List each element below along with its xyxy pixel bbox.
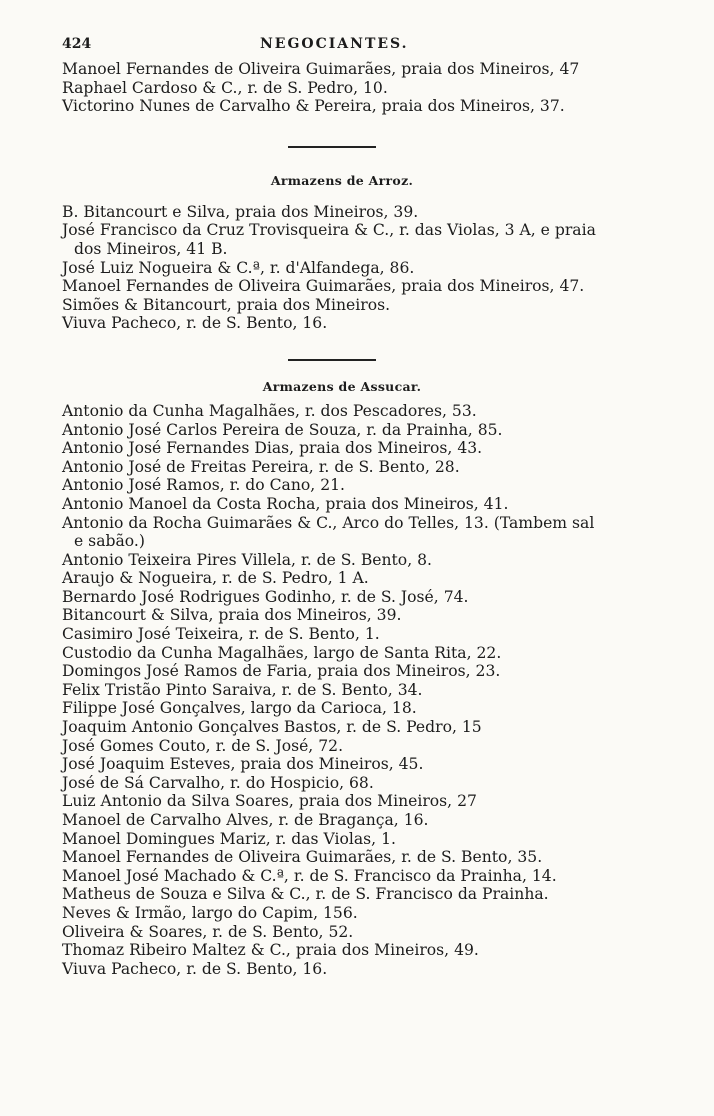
list-item: Manoel Fernandes de Oliveira Guimarães, praia dos Mineiros, 47 (62, 60, 580, 78)
list-item: Bitancourt & Silva, praia dos Mineiros, 39. (62, 606, 402, 625)
list-item: Joaquim Antonio Gonçalves Bastos, r. de S. Pedro, 15 (62, 718, 482, 737)
list-item: Antonio José Ramos, r. do Cano, 21. (62, 476, 346, 495)
list-item: Casimiro José Teixeira, r. de S. Bento, 1. (62, 625, 380, 644)
section-heading-arroz: Armazens de Arroz. (270, 172, 414, 188)
list-item: Antonio da Rocha Guimarães & C., Arco do Telles, 13. (Tambem sal (62, 513, 595, 532)
list-item: Filippe José Gonçalves, largo da Carioca, 18. (62, 699, 417, 718)
list-item: Thomaz Ribeiro Maltez & C., praia dos Mineiros, 49. (62, 941, 479, 960)
list-item: Simões & Bitancourt, praia dos Mineiros. (62, 295, 391, 314)
page (62, 36, 662, 978)
list-item: Antonio da Cunha Magalhães, r. dos Pescadores, 53. (62, 401, 477, 420)
page-number: 424 (62, 36, 92, 52)
list-item: Araujo & Nogueira, r. de S. Pedro, 1 A. (62, 569, 369, 588)
section-divider (288, 359, 376, 361)
list-item: Manoel Fernandes de Oliveira Guimarães, praia dos Mineiros, 47. (62, 277, 585, 296)
list-item: José de Sá Carvalho, r. do Hospicio, 68. (62, 773, 374, 792)
list-item: Domingos José Ramos de Faria, praia dos Mineiros, 23. (62, 662, 501, 681)
list-item: José Francisco da Cruz Trovisqueira & C., r. das Violas, 3 A, e praia (62, 221, 596, 240)
list-item: Oliveira & Soares, r. de S. Bento, 52. (62, 922, 354, 941)
list-item: Manoel José Machado & C.ª, r. de S. Francisco da Prainha, 14. (62, 866, 557, 885)
list-item: Antonio Manoel da Costa Rocha, praia dos Mineiros, 41. (62, 494, 509, 513)
list-item: Antonio José Carlos Pereira de Souza, r. da Prainha, 85. (62, 420, 503, 439)
section-heading-assucar: Armazens de Assucar. (262, 378, 422, 394)
list-item: Manoel Domingues Mariz, r. das Violas, 1. (62, 829, 396, 848)
page-header (62, 36, 662, 60)
list-item: Antonio Teixeira Pires Villela, r. de S. Bento, 8. (62, 550, 432, 569)
list-item: Viuva Pacheco, r. de S. Bento, 16. (62, 314, 328, 333)
list-item: José Luiz Nogueira & C.ª, r. d'Alfandega, 86. (62, 258, 415, 277)
list-item-continuation: dos Mineiros, 41 B. (74, 239, 228, 258)
list-item: José Joaquim Esteves, praia dos Mineiros, 45. (62, 755, 424, 774)
list-item: Antonio José Fernandes Dias, praia dos Mineiros, 43. (62, 439, 483, 458)
list-item: Custodio da Cunha Magalhães, largo de Santa Rita, 22. (62, 643, 502, 662)
list-item: Felix Tristão Pinto Saraiva, r. de S. Bento, 34. (62, 680, 423, 699)
list-item: Bernardo José Rodrigues Godinho, r. de S. José, 74. (62, 587, 469, 606)
running-title: NEGOCIANTES. (260, 36, 409, 52)
assucar-entry-list (62, 402, 662, 978)
list-item-continuation: e sabão.) (74, 532, 145, 551)
list-item: Manoel Fernandes de Oliveira Guimarães, r. de S. Bento, 35. (62, 848, 543, 867)
list-item: Antonio José de Freitas Pereira, r. de S. Bento, 28. (62, 457, 460, 476)
list-item: Matheus de Souza e Silva & C., r. de S. Francisco da Prainha. (62, 885, 549, 904)
list-item: Raphael Cardoso & C., r. de S. Pedro, 10. (62, 78, 388, 97)
list-item: Victorino Nunes de Carvalho & Pereira, praia dos Mineiros, 37. (62, 97, 565, 116)
list-item: José Gomes Couto, r. de S. José, 72. (62, 736, 344, 755)
section-divider (288, 146, 376, 148)
list-item: Viuva Pacheco, r. de S. Bento, 16. (62, 959, 328, 978)
list-item: B. Bitancourt e Silva, praia dos Mineiros, 39. (62, 202, 419, 221)
top-entry-list (62, 60, 662, 116)
arroz-entry-list (62, 203, 662, 333)
list-item: Luiz Antonio da Silva Soares, praia dos Mineiros, 27 (62, 792, 477, 811)
list-item: Neves & Irmão, largo do Capim, 156. (62, 903, 358, 922)
list-item: Manoel de Carvalho Alves, r. de Bragança, 16. (62, 811, 429, 829)
